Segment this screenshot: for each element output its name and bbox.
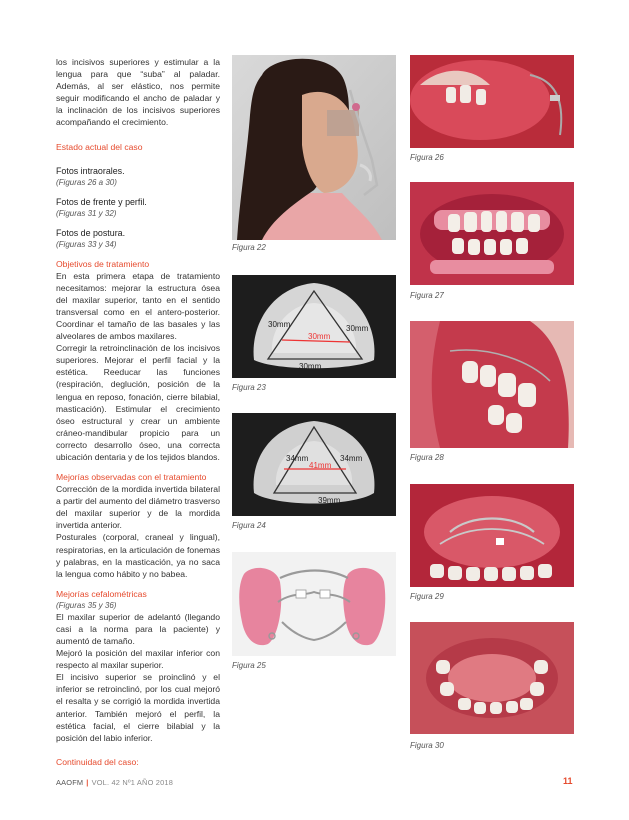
- text-column: [56, 56, 220, 768]
- objetivos-paragraph-1: En esta primera etapa de tratamiento necesitamos: mejorar la estructura ósea del maxilar superior, tanto en el sentido transversal como en el antero-posterior. Coordinar el tamaño de las basales y las alveolares de ambos maxilares.: [56, 270, 220, 342]
- figure-23-caption: Figura 23: [232, 383, 266, 392]
- continuidad-heading: Continuidad del caso:: [56, 756, 139, 767]
- figure-25-caption: Figura 25: [232, 661, 266, 670]
- figure-27-intraoral-photo: [410, 182, 574, 285]
- figure-24-mandible-cast: [232, 413, 396, 516]
- fotos-intraorales-ref: (Figuras 26 a 30): [56, 177, 117, 187]
- intro-paragraph: los incisivos superiores y estimular a la lengua para que “suba” al paladar. Además, al ser elástico, nos permite seguir modificando el ancho de paladar y la inclinación de los incisivos superiores acompañando el crecimiento.: [56, 57, 220, 128]
- fotos-postura-ref: (Figuras 33 y 34): [56, 239, 117, 249]
- figure-24-label-right: 34mm: [340, 454, 363, 463]
- fotos-perfil-label: Fotos de frente y perfil.: [56, 196, 147, 207]
- figure-23-label-left: 30mm: [268, 320, 291, 329]
- figure-22-profile-photo: [232, 55, 396, 240]
- cefalometricas-paragraph-1: El maxilar superior de adelantó (llegando casi a la norma para la paciente) y aumentó de tamaño.: [56, 611, 220, 646]
- page-number: 11: [563, 776, 573, 786]
- figure-25-appliance-photo: [232, 552, 396, 656]
- figure-23-label-right: 30mm: [346, 324, 369, 333]
- figure-29-intraoral-photo: [410, 484, 574, 587]
- footer-separator: |: [86, 778, 89, 787]
- figure-23-label-bottom: 30mm: [299, 362, 322, 371]
- cefalometricas-paragraph-3: El incisivo superior se proinclinó y el inferior se retroinclinó, por los cual mejoró el resalta y se corrigió la mordida invertida anterior. También mejoró el perfil, la estética facial, el cierre bilabial y la posición del labio inferior.: [56, 672, 220, 743]
- figure-24-label-left: 34mm: [286, 454, 309, 463]
- objetivos-paragraph-2: Corregir la retroinclinación de los incisivos superiores. Mejorar el perfil facial y la estética. Reeducar las funciones (respiración, deglución, posición de la lengua en reposo, fonación, cierre bilabial, masticación). Estimular el crecimiento óseo estructural y crear un ambiente cráneo-mandibular propicio para un correcto desarrollo óseo, una correcta ubicación dentaria y de los tejidos blandos.: [56, 343, 220, 462]
- objetivos-heading: Objetivos de tratamiento: [56, 258, 150, 269]
- figure-26-intraoral-photo: [410, 55, 574, 148]
- figure-23-maxilla-cast: [232, 275, 396, 378]
- cefalometricas-heading: Mejorías cefalométricas: [56, 588, 147, 599]
- footer-brand: AAOFM: [56, 778, 84, 787]
- mejorias-paragraph-2: Posturales (corporal, craneal y lingual), respiratorias, en la articulación de fonemas y palabras, en la masticación, ya no saca la lengua como hábito y no babea.: [56, 532, 220, 579]
- cefalometricas-paragraph-2: Mejoró la posición del maxilar inferior con respecto al maxilar superior.: [56, 648, 220, 671]
- figure-23-label-center: 30mm: [308, 332, 331, 341]
- figure-24-label-bottom: 39mm: [318, 496, 341, 505]
- cefalometricas-ref: (Figuras 35 y 36): [56, 600, 117, 610]
- figure-28-intraoral-photo: [410, 321, 574, 448]
- mejorias-heading: Mejorías observadas con el tratamiento: [56, 472, 207, 483]
- figure-24-label-center: 41mm: [309, 461, 332, 470]
- figure-29-caption: Figura 29: [410, 592, 444, 601]
- estado-heading: Estado actual del caso: [56, 141, 143, 152]
- figure-24-caption: Figura 24: [232, 521, 266, 530]
- footer-journal-info: [56, 778, 173, 787]
- mejorias-paragraph-1: Corrección de la mordida invertida bilateral a partir del aumento del diámetro trasverso del maxilar superior y de la mordida invertida anterior.: [56, 484, 220, 531]
- figure-27-caption: Figura 27: [410, 291, 444, 300]
- figure-30-intraoral-photo: [410, 622, 574, 734]
- fotos-intraorales-label: Fotos intraorales.: [56, 165, 125, 176]
- figure-22-caption: Figura 22: [232, 243, 266, 252]
- figure-30-caption: Figura 30: [410, 741, 444, 750]
- footer-volume: VOL. 42 Nº1 AÑO 2018: [91, 778, 174, 787]
- figure-28-caption: Figura 28: [410, 453, 444, 462]
- fotos-perfil-ref: (Figuras 31 y 32): [56, 208, 117, 218]
- fotos-postura-label: Fotos de postura.: [56, 227, 126, 238]
- figure-26-caption: Figura 26: [410, 153, 444, 162]
